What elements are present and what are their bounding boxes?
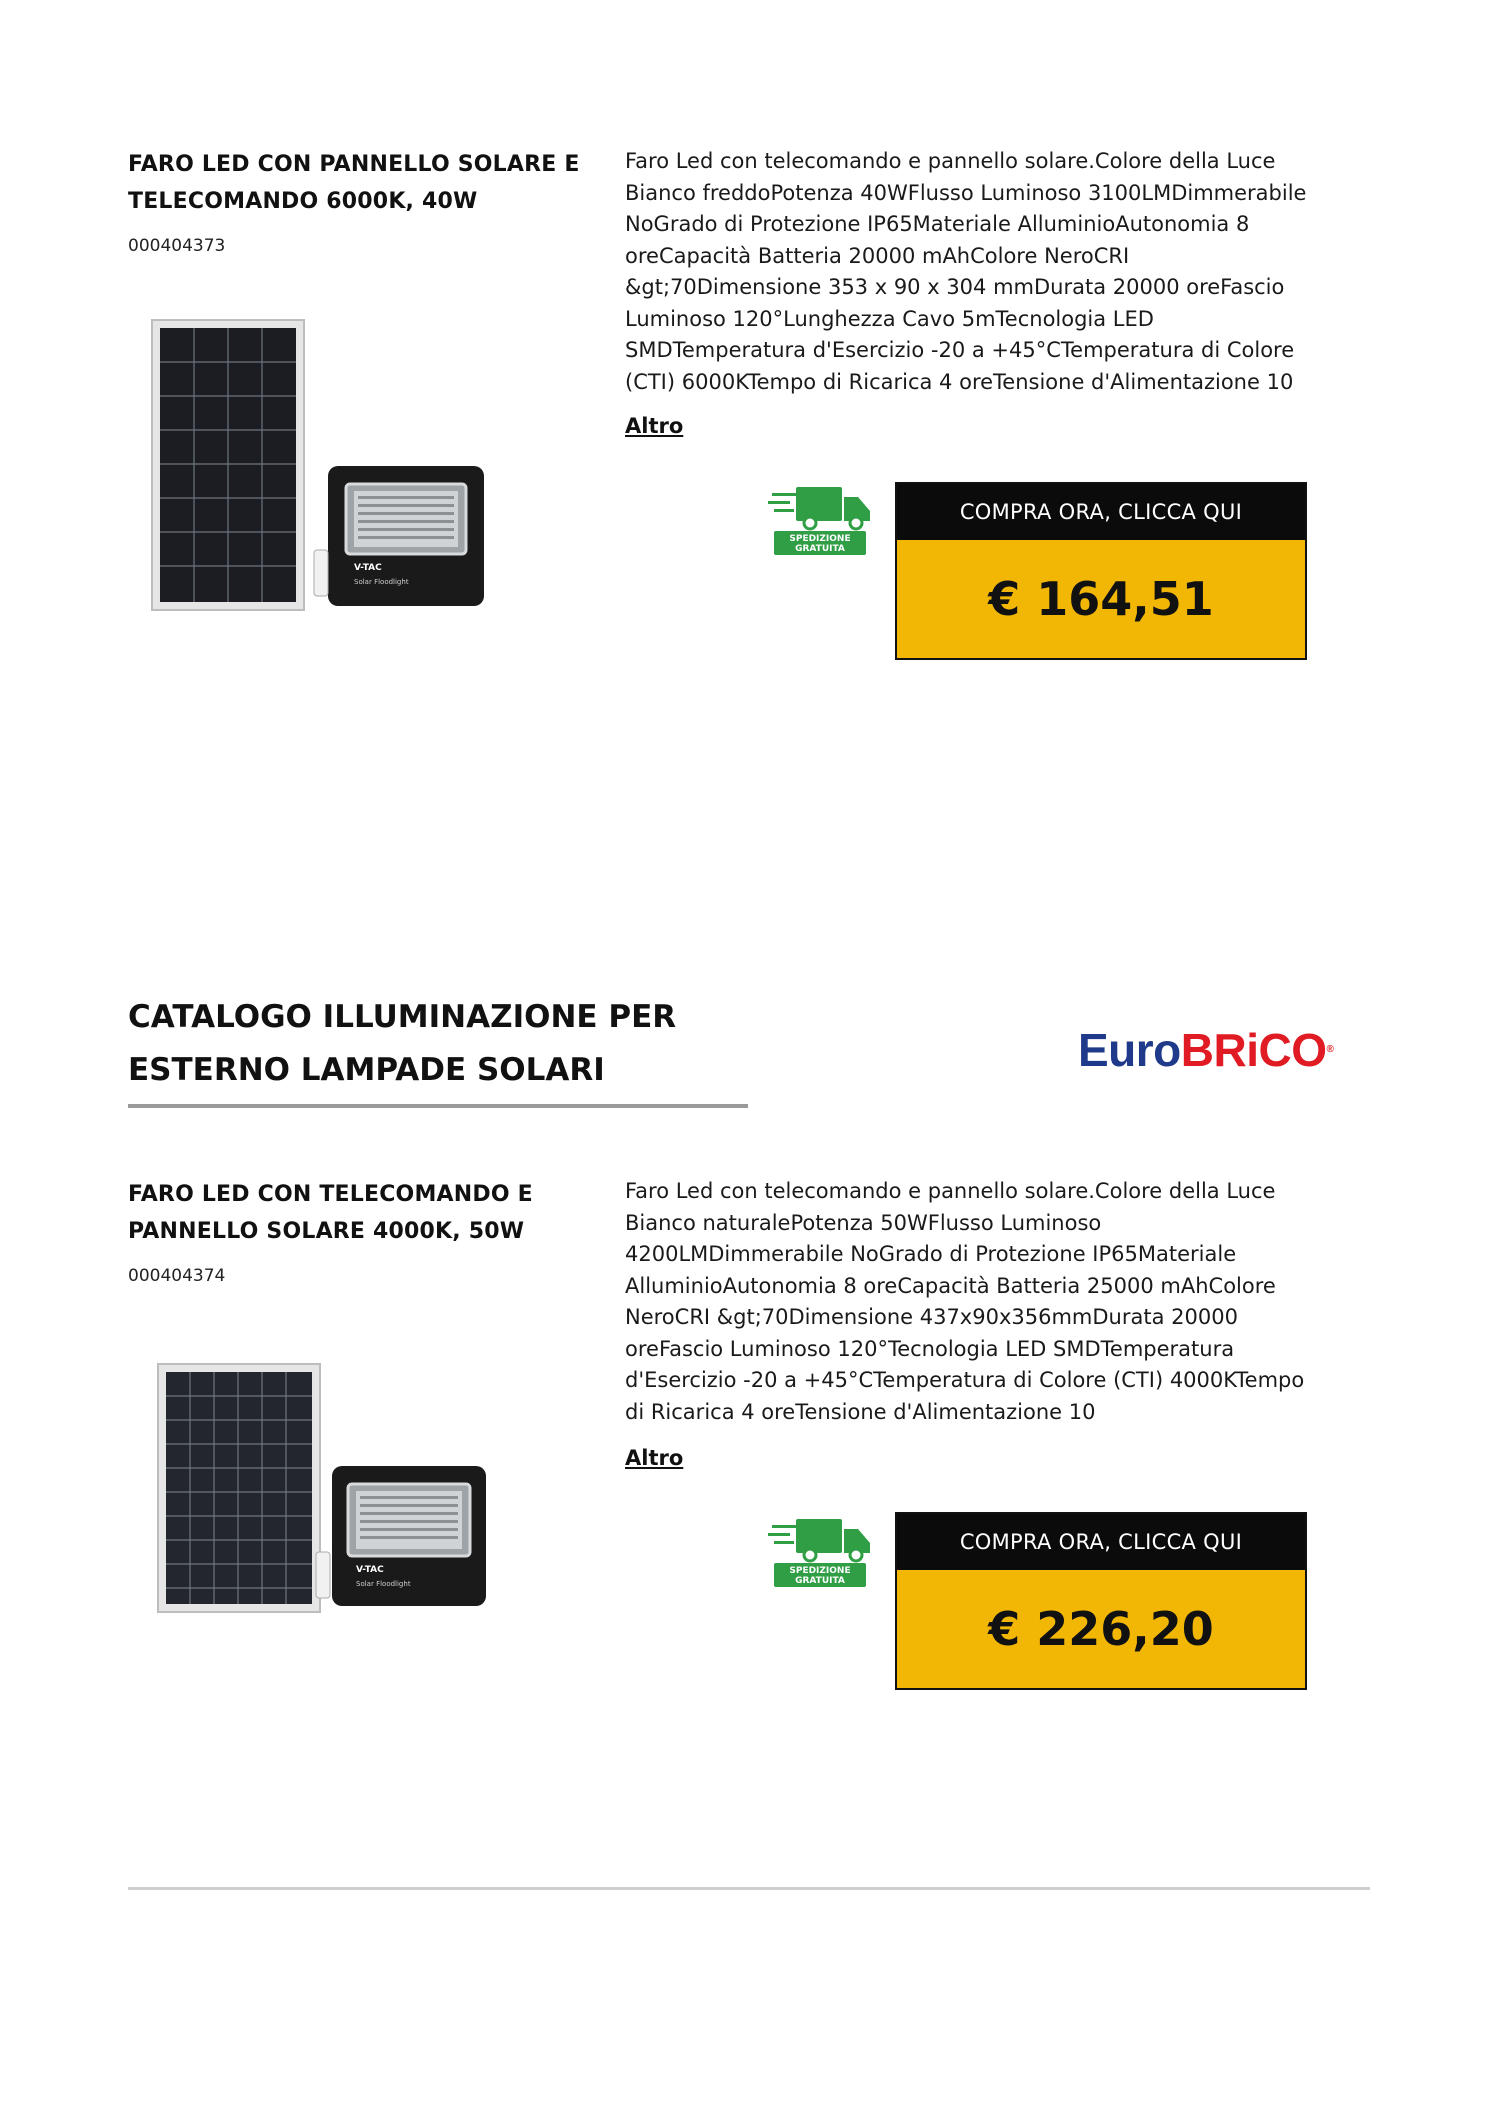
svg-text:V-TAC: V-TAC	[356, 1565, 384, 1575]
product-image	[140, 318, 500, 618]
svg-text:SPEDIZIONE: SPEDIZIONE	[789, 534, 851, 544]
buy-label: COMPRA ORA, CLICCA QUI	[897, 1514, 1305, 1570]
product-title: FARO LED CON PANNELLO SOLARE E TELECOMANDO 6000K, 40W	[128, 152, 580, 214]
catalog-title-underline	[128, 1104, 748, 1108]
registered-mark: ®	[1326, 1044, 1334, 1055]
brand-logo	[1078, 1025, 1333, 1075]
brand-logo-part2: BRiCO	[1180, 1024, 1327, 1076]
floodlight-icon	[316, 1466, 486, 1606]
catalog-title	[128, 991, 828, 1097]
product-title: FARO LED CON TELECOMANDO E PANNELLO SOLARE 4000K, 50W	[128, 1182, 533, 1244]
product-description: Faro Led con telecomando e pannello solare.Colore della Luce Bianco naturalePotenza 50WFlusso Luminoso 4200LMDimmerabile NoGrado di Protezione IP65Materiale AlluminioAutonomia 8 oreCapacità Batteria 25000 mAhColore NeroCRI &gt;70Dimensione 437x90x356mmDurata 20000 oreFascio Luminoso 120°Tecnologia LED SMDTemperatura d'Esercizio -20 a +45°CTemperatura di Colore (CTI) 4000KTempo di Ricarica 4 oreTensione d'Alimentazione 10	[625, 1179, 1305, 1424]
catalog-title-line1: CATALOGO ILLUMINAZIONE PER	[128, 999, 677, 1035]
solar-panel-icon	[158, 1364, 320, 1612]
product-image	[140, 1360, 500, 1660]
product-code: 000404373	[128, 236, 226, 256]
svg-text:Solar Floodlight: Solar Floodlight	[356, 1580, 411, 1588]
svg-text:GRATUITA: GRATUITA	[795, 544, 845, 554]
solar-panel-icon	[152, 320, 304, 610]
catalog-title-line2: ESTERNO LAMPADE SOLARI	[128, 1052, 605, 1088]
floodlight-icon	[314, 466, 484, 606]
product-description: Faro Led con telecomando e pannello solare.Colore della Luce Bianco freddoPotenza 40WFlusso Luminoso 3100LMDimmerabile NoGrado di Protezione IP65Materiale AlluminioAutonomia 8 oreCapacità Batteria 20000 mAhColore NeroCRI &gt;70Dimensione 353 x 90 x 304 mmDurata 20000 oreFascio Luminoso 120°Lunghezza Cavo 5mTecnologia LED SMDTemperatura d'Esercizio -20 a +45°CTemperatura di Colore (CTI) 6000KTempo di Ricarica 4 oreTensione d'Alimentazione 10	[625, 149, 1307, 394]
more-link[interactable]: Altro	[625, 1446, 684, 1470]
buy-button[interactable]	[895, 482, 1307, 660]
svg-text:SPEDIZIONE: SPEDIZIONE	[789, 1566, 851, 1576]
product-code: 000404374	[128, 1266, 226, 1286]
more-link[interactable]: Altro	[625, 414, 684, 438]
product-price: € 226,20	[897, 1570, 1305, 1688]
page-divider	[128, 1887, 1370, 1890]
product-price: € 164,51	[897, 540, 1305, 658]
svg-text:V-TAC: V-TAC	[354, 563, 382, 573]
free-shipping-truck-icon	[768, 1517, 872, 1589]
buy-label: COMPRA ORA, CLICCA QUI	[897, 484, 1305, 540]
svg-text:GRATUITA: GRATUITA	[795, 1576, 845, 1586]
free-shipping-truck-icon	[768, 485, 872, 557]
svg-text:Solar Floodlight: Solar Floodlight	[354, 578, 409, 586]
brand-logo-part1: Euro	[1078, 1024, 1181, 1076]
buy-button[interactable]	[895, 1512, 1307, 1690]
